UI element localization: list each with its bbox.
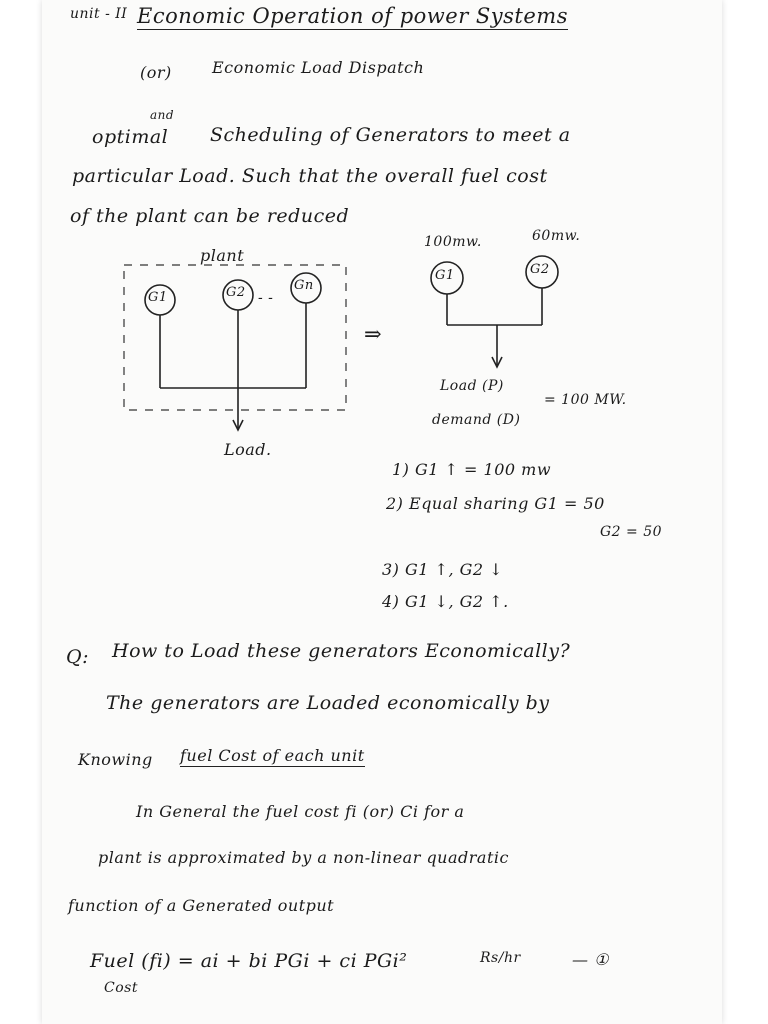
general-line-3: function of a Generated output [68, 896, 335, 915]
implies-arrow: ⇒ [364, 322, 383, 346]
load-p-label: Load (P) [440, 378, 504, 394]
or-label: (or) [140, 63, 172, 82]
right-gen-label-1: G1 [435, 268, 455, 283]
answer-line-2-underlined: fuel Cost of each unit [180, 746, 365, 765]
generator-ellipsis: - - [258, 290, 274, 306]
fuel-cost-formula: Fuel (fi) = ai + bi PGi + ci PGi² [90, 950, 408, 972]
rating-g2: 60mw. [532, 228, 581, 244]
rating-g1: 100mw. [424, 234, 482, 250]
notebook-page [42, 0, 722, 1024]
case-1: 1) G1 ↑ = 100 mw [392, 460, 552, 479]
definition-line-1: Scheduling of Generators to meet a [210, 124, 571, 146]
question-text: How to Load these generators Economically? [112, 640, 571, 662]
left-gen-label-n: Gn [294, 278, 314, 293]
general-line-1: In General the fuel cost fi (or) Ci for a [136, 802, 465, 821]
answer-line-1: The generators are Loaded economically by [106, 692, 550, 714]
left-gen-label-1: G1 [148, 290, 168, 305]
formula-cost-word: Cost [104, 980, 138, 996]
definition-line-2: particular Load. Such that the overall fuel cost [72, 165, 548, 187]
left-gen-label-2: G2 [226, 285, 246, 300]
case-4: 4) G1 ↓, G2 ↑. [382, 592, 509, 611]
page-title: Economic Operation of power Systems [137, 4, 568, 28]
plant-label: plant [200, 246, 245, 265]
definition-word-optimal: optimal [92, 126, 169, 148]
demand-value: = 100 MW. [544, 392, 627, 408]
general-line-2: plant is approximated by a non-linear quadratic [98, 848, 509, 867]
definition-line-3: of the plant can be reduced [70, 205, 350, 227]
case-3: 3) G1 ↑, G2 ↓ [382, 560, 504, 579]
equation-number: — ① [572, 950, 609, 969]
unit-label: unit - II [70, 6, 128, 22]
left-load-label: Load. [224, 440, 272, 459]
question-label: Q: [66, 646, 89, 668]
case-2: 2) Equal sharing G1 = 50 [386, 494, 605, 513]
formula-unit: Rs/hr [480, 950, 521, 966]
answer-line-2-prefix: Knowing [78, 750, 153, 769]
insert-word: and [150, 108, 175, 122]
demand-d-label: demand (D) [432, 412, 521, 428]
case-2-g2: G2 = 50 [600, 524, 663, 540]
page-subtitle: Economic Load Dispatch [212, 58, 425, 77]
right-gen-label-2: G2 [530, 262, 550, 277]
